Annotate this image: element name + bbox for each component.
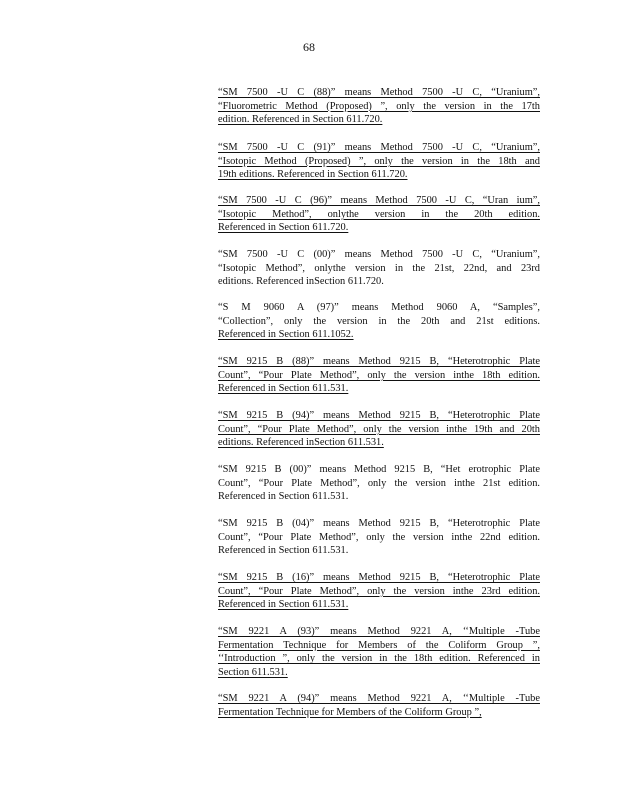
definition-line: Referenced in Section 611.531.: [218, 545, 349, 557]
definition-line: editions. Referenced inSection 611.720.: [218, 276, 384, 288]
definition-line: Count”, “Pour Plate Method”, only the version inthe 18th edition.: [218, 369, 540, 381]
definition-entry: [218, 463, 540, 504]
definition-entry: [218, 409, 540, 450]
definition-line: Referenced in Section 611.1052.: [218, 329, 354, 341]
definition-entry: [218, 571, 540, 612]
definition-entry: [218, 301, 540, 342]
definition-line: Referenced in Section 611.531.: [218, 383, 349, 395]
definition-entry: [218, 517, 540, 558]
definition-line: Count”, “Pour Plate Method”, only the version inthe 19th and 20th: [218, 423, 540, 435]
definition-line: Referenced in Section 611.531.: [218, 599, 349, 611]
definition-line: “SM 9215 B (00)” means Method 9215 B, “Het erotrophic Plate: [218, 464, 540, 475]
definition-line: Count”, “Pour Plate Method”, only the version inthe 23rd edition.: [218, 585, 540, 597]
definition-entry: [218, 141, 540, 182]
definition-line: “Isotopic Method (Proposed) ”, only the version in the 18th and: [218, 155, 540, 167]
definition-line: Count”, “Pour Plate Method”, only the version inthe 21st edition.: [218, 477, 540, 489]
definition-entry: [218, 625, 540, 679]
definition-line: Referenced in Section 611.720.: [218, 222, 349, 234]
definition-entry: [218, 86, 540, 127]
definition-line: “SM 7500 -U C (91)” means Method 7500 -U C, “Uranium”,: [218, 142, 540, 153]
page-number: 68: [303, 40, 315, 54]
definition-line: “Collection”, only the version in the 20th and 21st editions.: [218, 315, 540, 327]
definition-line: “SM 9221 A (94)” means Method 9221 A, ‘‘Multiple -Tube: [218, 693, 540, 704]
definition-line: Section 611.531.: [218, 666, 288, 678]
definition-line: “SM 9215 B (04)” means Method 9215 B, “Heterotrophic Plate: [218, 518, 540, 529]
definition-line: ‘‘Introduction ”, only the version in the 18th edition. Referenced in: [218, 653, 540, 665]
definition-line: “SM 7500 -U C (96)” means Method 7500 -U C, “Uran ium”,: [218, 195, 540, 206]
definition-entry: [218, 692, 540, 719]
definition-line: “SM 9215 B (16)” means Method 9215 B, “Heterotrophic Plate: [218, 572, 540, 583]
definition-line: Fermentation Technique for Members of the Coliform Group ”,: [218, 639, 540, 651]
definition-line: edition. Referenced in Section 611.720.: [218, 114, 383, 126]
definition-line: “Isotopic Method”, onlythe version in the 21st, 22nd, and 23rd: [218, 262, 540, 274]
definition-line: “SM 7500 -U C (00)” means Method 7500 -U C, “Uranium”,: [218, 249, 540, 260]
definition-line: “SM 9215 B (88)” means Method 9215 B, “Heterotrophic Plate: [218, 356, 540, 367]
definition-entry: [218, 248, 540, 289]
definition-line: Count”, “Pour Plate Method”, only the version inthe 22nd edition.: [218, 531, 540, 543]
definition-entry: [218, 355, 540, 396]
definition-line: Referenced in Section 611.531.: [218, 491, 349, 503]
definition-line: “SM 9221 A (93)” means Method 9221 A, ‘‘Multiple -Tube: [218, 626, 540, 637]
definition-line: “SM 7500 -U C (88)” means Method 7500 -U C, “Uranium”,: [218, 87, 540, 98]
definition-line: “Fluorometric Method (Proposed) ”, only the version in the 17th: [218, 100, 540, 112]
definition-line: “SM 9215 B (94)” means Method 9215 B, “Heterotrophic Plate: [218, 410, 540, 421]
definition-line: editions. Referenced inSection 611.531.: [218, 437, 384, 449]
definition-line: “S M 9060 A (97)” means Method 9060 A, “Samples”,: [218, 302, 540, 313]
definition-line: “Isotopic Method”, onlythe version in the 20th edition.: [218, 208, 540, 220]
definition-line: 19th editions. Referenced in Section 611.720.: [218, 169, 408, 181]
definition-entry: [218, 194, 540, 235]
definition-line: Fermentation Technique for Members of the Coliform Group ”,: [218, 706, 482, 718]
